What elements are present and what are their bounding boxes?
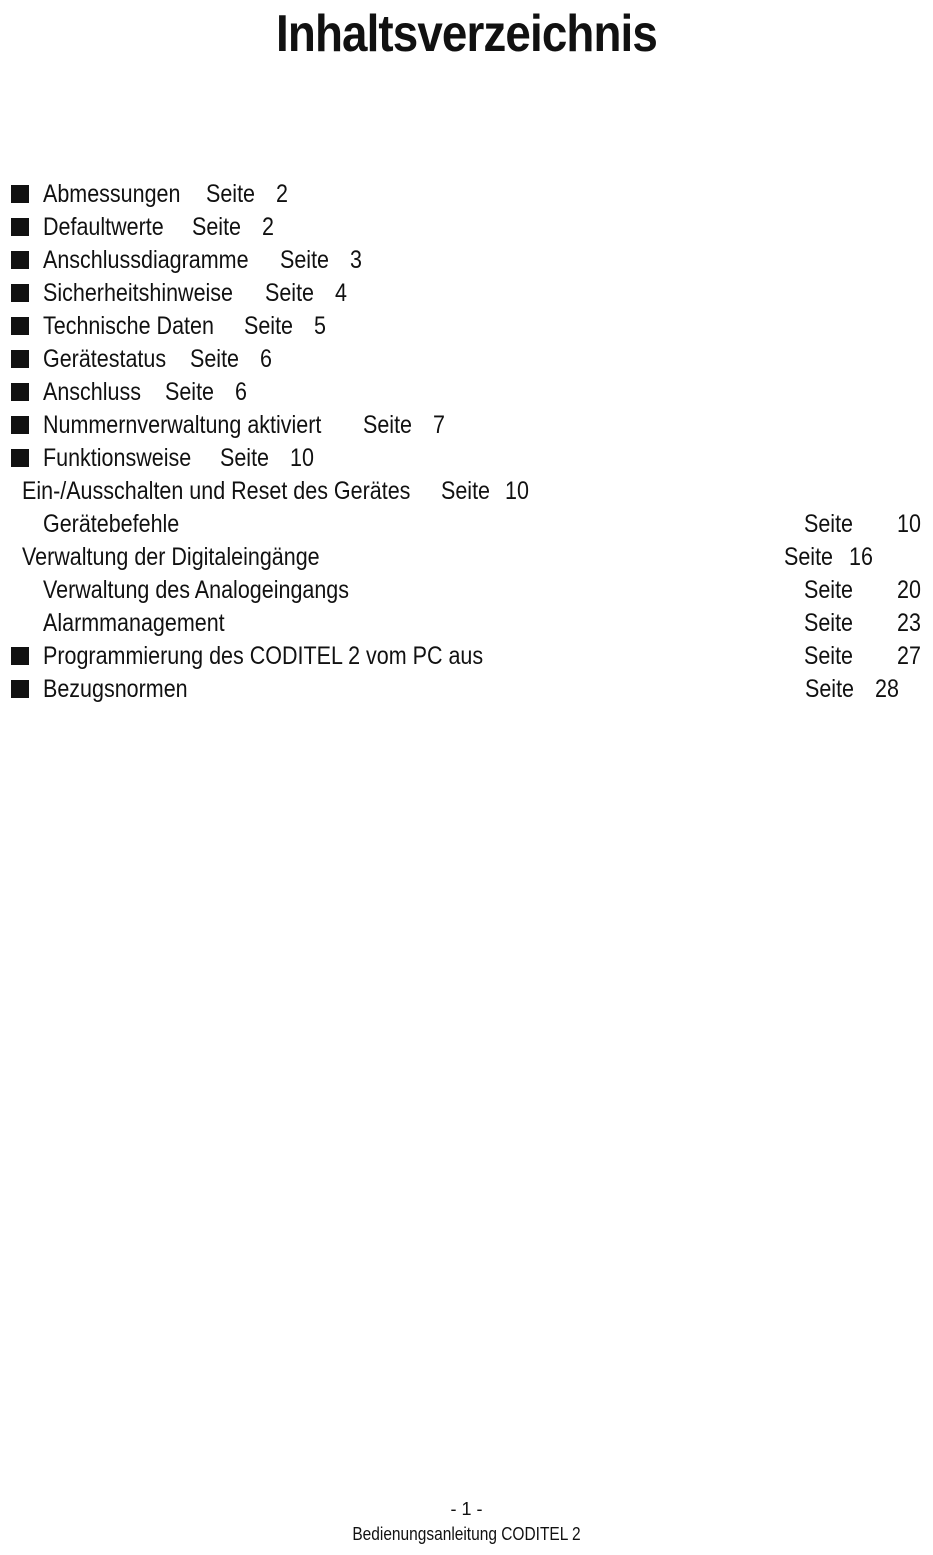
toc-entry: [0, 211, 933, 244]
toc-page-number: 2: [262, 213, 274, 241]
toc-page-number: 16: [849, 543, 873, 571]
toc-label: Ein-/Ausschalten und Reset des Gerätes: [22, 477, 411, 505]
toc-label: Abmessungen: [43, 180, 181, 208]
toc-label: Technische Daten: [43, 312, 214, 340]
toc-seite-label: Seite: [441, 477, 491, 505]
page-title: Inhaltsverzeichnis: [276, 5, 657, 63]
toc-seite-label: Seite: [265, 279, 315, 307]
toc-entry: [0, 343, 933, 376]
square-bullet-icon: [11, 416, 29, 434]
footer-page-number: - 1 -: [450, 1499, 483, 1519]
toc-page-number: 4: [335, 279, 347, 307]
toc-label: Anschlussdiagramme: [43, 246, 249, 274]
footer-document-title: Bedienungsanleitung CODITEL 2: [352, 1524, 581, 1544]
toc-label: Bezugsnormen: [43, 675, 188, 703]
toc-entry: [0, 607, 933, 640]
toc-entry: [0, 178, 933, 211]
toc-page-number: 3: [350, 246, 362, 274]
toc-seite-label: Seite: [804, 510, 854, 538]
toc-label: Anschluss: [43, 378, 141, 406]
square-bullet-icon: [11, 449, 29, 467]
square-bullet-icon: [11, 284, 29, 302]
toc-label: Sicherheitshinweise: [43, 279, 234, 307]
toc-page-number: 10: [505, 477, 529, 505]
square-bullet-icon: [11, 350, 29, 368]
toc-seite-label: Seite: [206, 180, 256, 208]
toc-seite-label: Seite: [220, 444, 270, 472]
toc-seite-label: Seite: [804, 576, 854, 604]
toc-entry: [0, 475, 933, 508]
toc-seite-label: Seite: [804, 642, 854, 670]
square-bullet-icon: [11, 218, 29, 236]
toc-entry: [0, 508, 933, 541]
toc-page-number: 10: [290, 444, 314, 472]
toc-page-number: 2: [276, 180, 288, 208]
toc-entry: [0, 640, 933, 673]
toc-entry: [0, 409, 933, 442]
toc-page-number: 27: [897, 642, 921, 670]
square-bullet-icon: [11, 680, 29, 698]
square-bullet-icon: [11, 383, 29, 401]
toc-page-number: 10: [897, 510, 921, 538]
toc-label: Funktionsweise: [43, 444, 192, 472]
toc-entry: [0, 376, 933, 409]
toc-label: Verwaltung des Analogeingangs: [43, 576, 350, 604]
square-bullet-icon: [11, 251, 29, 269]
toc-page-number: 5: [314, 312, 326, 340]
toc-seite-label: Seite: [363, 411, 413, 439]
toc-label: Verwaltung der Digitaleingänge: [22, 543, 320, 571]
toc-seite-label: Seite: [280, 246, 330, 274]
toc-page-number: 6: [260, 345, 272, 373]
toc-page-number: 6: [235, 378, 247, 406]
toc-seite-label: Seite: [804, 609, 854, 637]
toc-entry: [0, 673, 933, 706]
table-of-contents: [0, 178, 933, 706]
toc-seite-label: Seite: [244, 312, 294, 340]
square-bullet-icon: [11, 647, 29, 665]
toc-page-number: 23: [897, 609, 921, 637]
toc-entry: [0, 277, 933, 310]
toc-page-number: 20: [897, 576, 921, 604]
toc-entry: [0, 244, 933, 277]
toc-label: Nummernverwaltung aktiviert: [43, 411, 322, 439]
toc-entry: [0, 574, 933, 607]
toc-seite-label: Seite: [165, 378, 215, 406]
toc-seite-label: Seite: [192, 213, 242, 241]
toc-label: Gerätestatus: [43, 345, 167, 373]
toc-label: Programmierung des CODITEL 2 vom PC aus: [43, 642, 484, 670]
square-bullet-icon: [11, 185, 29, 203]
toc-seite-label: Seite: [805, 675, 855, 703]
toc-entry: [0, 442, 933, 475]
toc-page-number: 7: [433, 411, 445, 439]
square-bullet-icon: [11, 317, 29, 335]
toc-entry: [0, 541, 933, 574]
toc-label: Defaultwerte: [43, 213, 164, 241]
toc-label: Gerätebefehle: [43, 510, 180, 538]
toc-page-number: 28: [875, 675, 899, 703]
toc-seite-label: Seite: [190, 345, 240, 373]
toc-label: Alarmmanagement: [43, 609, 225, 637]
toc-seite-label: Seite: [784, 543, 834, 571]
toc-entry: [0, 310, 933, 343]
